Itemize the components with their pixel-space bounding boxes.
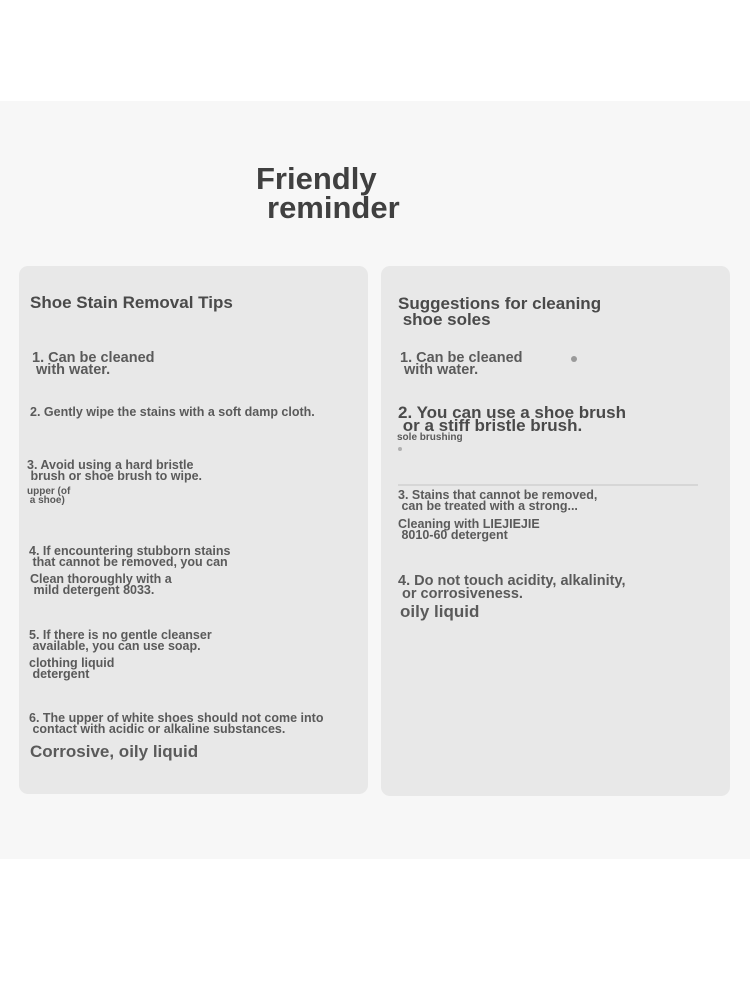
sole-tip-3-note: Cleaning with LIEJIEJIE 8010-60 detergent bbox=[398, 517, 540, 542]
sole-cleaning-title: Suggestions for cleaning shoe soles bbox=[398, 294, 602, 329]
stain-tip-1: 1. Can be cleaned with water. bbox=[32, 350, 155, 378]
stain-tip-3: 3. Avoid using a hard bristle brush or shoe brush to wipe. bbox=[27, 458, 203, 483]
sole-tip-3: 3. Stains that cannot be removed, can be treated with a strong... bbox=[398, 488, 598, 513]
stain-tip-2: 2. Gently wipe the stains with a soft damp cloth. bbox=[30, 405, 315, 419]
heading-line-2: reminder bbox=[267, 190, 400, 225]
heading-line-1: Friendly bbox=[256, 161, 377, 196]
sole-tip-4: 4. Do not touch acidity, alkalinity, or corrosiveness. bbox=[398, 573, 626, 602]
sole-tip-2-note: sole brushing bbox=[397, 432, 463, 443]
smudge-dot bbox=[571, 356, 577, 362]
stain-tip-3-note: upper (of a shoe) bbox=[27, 486, 71, 506]
stain-removal-title: Shoe Stain Removal Tips bbox=[30, 293, 233, 312]
sole-tip-1: 1. Can be cleaned with water. bbox=[400, 350, 523, 378]
sole-tip-4-note: oily liquid bbox=[400, 602, 480, 621]
divider-line bbox=[398, 484, 698, 486]
smudge-dot-small bbox=[398, 447, 402, 451]
sole-tip-2: 2. You can use a shoe brush or a stiff bristle brush. bbox=[398, 403, 626, 435]
stain-tip-4-note: Clean thoroughly with a mild detergent 8033. bbox=[30, 572, 172, 597]
stain-tip-5-note: clothing liquid detergent bbox=[29, 656, 115, 681]
stain-tip-4: 4. If encountering stubborn stains that cannot be removed, you can bbox=[29, 544, 231, 569]
stain-tip-6-note: Corrosive, oily liquid bbox=[30, 742, 199, 761]
stain-tip-5: 5. If there is no gentle cleanser available, you can use soap. bbox=[29, 628, 212, 653]
stain-tip-6: 6. The upper of white shoes should not come into contact with acidic or alkaline substances. bbox=[29, 711, 324, 736]
